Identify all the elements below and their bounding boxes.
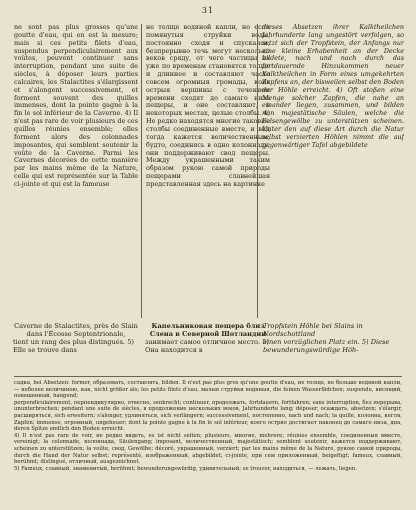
column-divider bbox=[257, 24, 258, 318]
german-column bbox=[262, 24, 404, 320]
french-caption-tail: tient un rang des plus distingués. 5) Elle se trouve dans bbox=[13, 338, 134, 354]
footnote-paragraph: perpendiculairement, перпендикулярно, отвесно, senkrecht; continuer, продолжать, fortdauern, fortfahren; sans interruption, без перерыва, ununterbrochen; pendant une suite de siècles, в продолжение нескольких веков, Jahrhunderte lang; déposer, осаждать, absetzen; s'élargir, расширяться, sich erweitern; s'alonger, удлиняться, sich verlängern; successivement, постепенно, nach und nach; la quille, колонна, кегля, Zapfen; immense, огромный, ungeheuer; dont la pointe gagne à la fin le sol inférieur, коего острие достигает наконец до самаго низа, дна, deren Spitze endlich den Boden erreicht. bbox=[14, 399, 402, 433]
footnote-rule bbox=[14, 376, 402, 377]
german-caption-tail: einen vorzüglichen Platz ein. 5) Diese bewunderungswürdige Höh- bbox=[263, 338, 390, 354]
french-caption bbox=[13, 322, 139, 354]
french-column bbox=[14, 24, 138, 320]
page-number: 31 bbox=[201, 6, 215, 15]
french-body-text: ne sont pas plus grosses qu'une goutte d'eau, qui en est la mesure; mais si ces petits filets d'eau, suspendus perpendiculairement aux voûtes, peuvent continuer sans interruption, pendant une suite de siècles, à déposer leurs parties calcaires, les Stalactites s'élargissent et s'alongent successivement, et forment souvent des quilles immenses, dont la pointe gagne à la fin le sol inférieur de la Caverne. 4) Il n'est pas rare de voir plusieurs de ces quilles réunies ensemble; elles forment alors des colonnades imposantes, qui semblent soutenir la voûte de la Caverne. Parmi les Cavernes décorées de cette manière par les mains même de la Nature, celle qui est représentée sur la Table ci-jointe et qui est la fameuse bbox=[14, 24, 138, 188]
german-caption-title: Tropfstein Höhle bei Slains in Nordschottland bbox=[263, 322, 363, 338]
footnotes bbox=[14, 380, 402, 472]
footnote-paragraph: садка, bei Absetzen: former, образовать, составлять, bilden. Il n'est pas plus gros qu'une goutte d'eau, не толще, не больше водяной капли, — неболее величиною, как, nicht größer als; les petits filets d'eau, малыя струйки водяныя, die feinen Wasserfädchen; suspendu, висящий, повешенный, hangend; bbox=[14, 380, 402, 400]
german-caption bbox=[263, 322, 403, 354]
column-divider bbox=[141, 24, 142, 318]
russian-body-text: не толще водяной капли, но если помянутыя струйки воды, постоянно сходя и спускаяся, безпрерывно течь могут несколько веков сряду, от чего частицы их уже по временам становятся толще и длиннее и составляют часто совсем огромныя громады, коих острыя вершины с течением времени сходят до самаго низа пещеры, и оне составляют, в некоторых местах, целые столбы. 4) Не редко находятся многие таковые столбы соединенные вместе, и вид тогда кажется величественным, будто, соединясь в одно колоннаду, они поддерживают свод пещеры. Между украшенными таким образом рукою самой природы пещерами славнейшая представленная здесь на картинке bbox=[146, 24, 270, 188]
russian-caption-tail: занимает самое отличное место. 5) Она находится в bbox=[145, 338, 269, 354]
russian-caption-title: Капельниковая пещера близ Слена в Северной Шотландии bbox=[149, 322, 267, 338]
german-body-text: dieses Absetzen ihrer Kalktheilchen Jahrhunderte lang ungestört verfolgen, so setzt sich der Tropfstein, der Anfangs nur eine kleine Erhabenheit an der Decke bildete, nach und nach durch das fortdauernde Hinzukommen neuer Kalktheilchen in Form eines umgekehrten Zapfens an, der bisweilen selbst den Boden der Höhle erreicht. 4) Oft stoßen eine Menge solcher Zapfen, die nahe an einander liegen, zusammen, und bilden nun majestätische Säulen, welche die Felsengewölbe zu unterstützen scheinen. Unter den auf diese Art durch die Natur selbst verzierten Höhlen nimmt die auf gegenwärtiger Tafel abgebildete bbox=[262, 24, 404, 149]
russian-caption bbox=[145, 322, 271, 354]
french-caption-title: Caverne de Stalactites, près de Slain dans l'Écosse Septentrionale, bbox=[14, 322, 138, 338]
footnote-paragraph: 5) Fameux, славный, знаменитый, berühmt; bewunderungswürdig, удивительный; se trouver, находиться, — лежать, liegen. bbox=[14, 465, 357, 472]
footnote-paragraph: 4) Il n'est pas rare de voir, не редко видеть, es ist nicht selten; plusieurs, многие, mehrere; réunies ensemble, соединенныя вместе, vereinigt; la colonnade, колоннада, Säulengang; imposant, величественный, majestätisch; semblent soutenir, кажется поддерживают, scheinen zu unterstützen; la voûte, свод, Gewölbe; décoré, украшенный, verziert; par les mains même de la Nature, рукою самой природы, durch die Hand der Natur selbst; représenté, изображенный, abgebildet; ci-jointe, при сем приложенный, beigefügt; fameux, славный, berühmt; distingué, отличный, ausgezeichnet. bbox=[14, 432, 402, 466]
russian-column bbox=[146, 24, 270, 320]
